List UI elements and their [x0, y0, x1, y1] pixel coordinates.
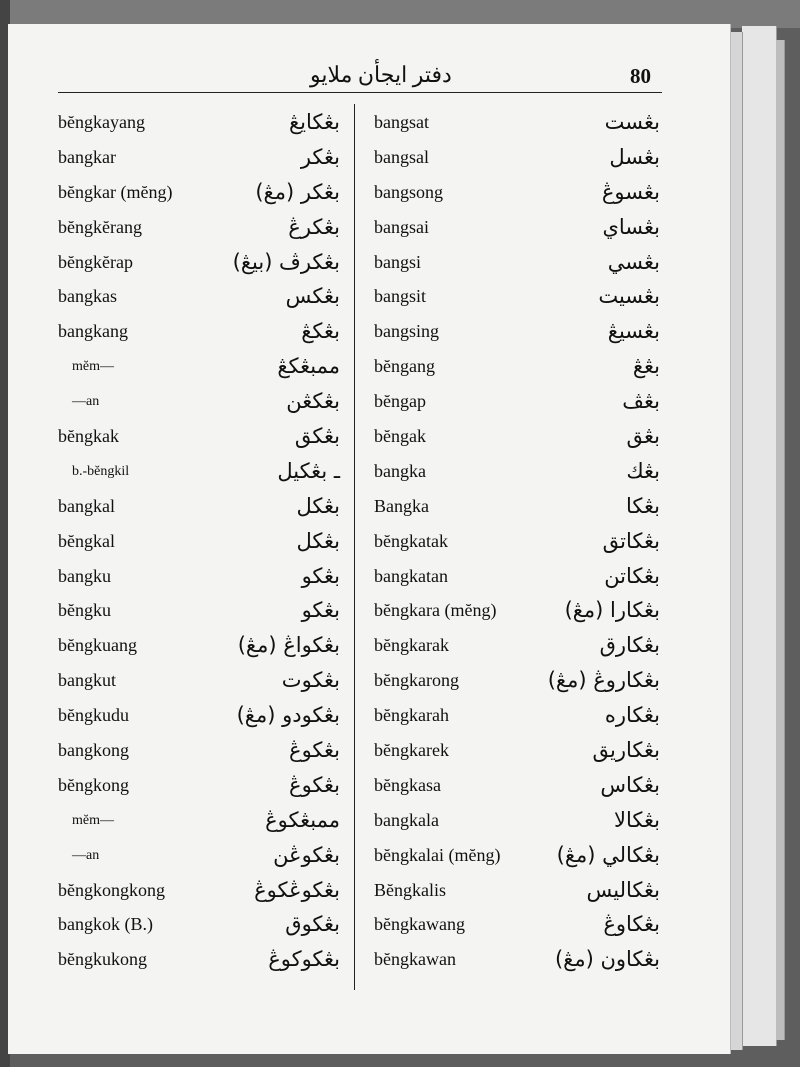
jawi-headword: بڠكاروڠ (مڠ): [547, 668, 660, 693]
dictionary-entry: [374, 420, 664, 455]
dictionary-entry: [374, 769, 664, 804]
dictionary-entry: [374, 246, 664, 281]
jawi-headword: بڠكاوڠ: [603, 912, 660, 937]
jawi-headword: بڠسوڠ: [601, 179, 660, 204]
jawi-headword: بڠكودو (مڠ): [236, 703, 340, 728]
jawi-headword: ممبڠكوڠ: [265, 807, 340, 832]
jawi-headword: بڠسي: [607, 249, 660, 274]
romanized-headword: bĕngkal: [58, 530, 115, 551]
romanized-headword: bĕngkalai (mĕng): [374, 844, 501, 865]
romanized-headword: bĕngkara (mĕng): [374, 600, 497, 621]
romanized-headword: bangsal: [374, 146, 429, 167]
romanized-headword: bangsong: [374, 181, 443, 202]
dictionary-entry: [58, 943, 348, 978]
romanized-headword: bangku: [58, 565, 111, 586]
page-edges-stack: [742, 26, 777, 1046]
dictionary-entry: [374, 490, 664, 525]
jawi-headword: ممبڠكڠ: [277, 354, 340, 379]
dictionary-entry: [374, 874, 664, 909]
dictionary-entry: [58, 106, 348, 141]
dictionary-entry: [58, 525, 348, 560]
romanized-headword: bangkala: [374, 809, 439, 830]
jawi-headword: بڠكرڤ (بيڠ): [232, 249, 340, 274]
romanized-headword: bangsit: [374, 286, 426, 307]
jawi-headword: بڠكوڠن: [273, 842, 340, 867]
dictionary-entry: [58, 490, 348, 525]
dictionary-entry: [58, 699, 348, 734]
romanized-headword: mĕm—: [72, 812, 114, 828]
dictionary-entry: [374, 943, 664, 978]
dictionary-entry: [374, 734, 664, 769]
dictionary-entry: [374, 455, 664, 490]
jawi-headword: بڠكل: [296, 528, 340, 553]
dictionary-entry: [58, 141, 348, 176]
jawi-headword: بڠكوكوڠ: [268, 947, 340, 972]
romanized-headword: bĕngkukong: [58, 949, 147, 970]
romanized-headword: bĕngkongkong: [58, 879, 165, 900]
romanized-headword: bĕngak: [374, 426, 426, 447]
dictionary-entry: [374, 280, 664, 315]
jawi-headword: بڠكاره: [604, 703, 660, 728]
right-column: [374, 106, 664, 978]
jawi-headword: بڠكاون (مڠ): [554, 947, 660, 972]
dictionary-entry: [58, 664, 348, 699]
romanized-headword: bĕngkasa: [374, 774, 441, 795]
page-edges-stack: [776, 40, 785, 1040]
romanized-headword: bĕngkĕrang: [58, 216, 142, 237]
romanized-headword: —an: [72, 847, 100, 863]
jawi-headword: بڠكڠ: [301, 319, 340, 344]
jawi-headword: بڠكو: [301, 563, 340, 588]
running-title: دفتر ايجأن ملايو: [310, 62, 452, 87]
romanized-headword: bangkong: [58, 740, 129, 761]
jawi-headword: بڠكالي (مڠ): [556, 842, 660, 867]
romanized-headword: bangkatan: [374, 565, 448, 586]
jawi-headword: بڠكاتق: [602, 528, 660, 553]
jawi-headword: بڠكو: [301, 598, 340, 623]
jawi-headword: بڠكارا (مڠ): [564, 598, 660, 623]
romanized-headword: bĕngkarah: [374, 705, 449, 726]
dictionary-entry: [58, 315, 348, 350]
jawi-headword: بڠكس: [285, 284, 340, 309]
jawi-headword: بڠكارق: [599, 633, 660, 658]
dictionary-entry: [374, 629, 664, 664]
jawi-headword: بڠكڠن: [286, 389, 340, 414]
jawi-headword: بڠكر: [300, 144, 340, 169]
romanized-headword: bĕngap: [374, 391, 426, 412]
dictionary-entry: [374, 106, 664, 141]
column-divider: [354, 104, 355, 990]
jawi-headword: بڠسيت: [598, 284, 660, 309]
romanized-headword: bangkut: [58, 670, 116, 691]
romanized-headword: Bĕngkalis: [374, 879, 446, 900]
dictionary-entry: [374, 839, 664, 874]
dictionary-entry: [58, 246, 348, 281]
romanized-headword: bĕngkar (mĕng): [58, 181, 173, 202]
romanized-headword: bĕngku: [58, 600, 111, 621]
romanized-headword: bĕngkudu: [58, 705, 129, 726]
romanized-headword: bangsai: [374, 216, 429, 237]
left-column: [58, 106, 348, 978]
romanized-headword: bangkar: [58, 146, 116, 167]
dictionary-entry: [58, 734, 348, 769]
jawi-headword: بڠكاس: [600, 772, 660, 797]
romanized-headword: mĕm—: [72, 359, 114, 375]
dictionary-page: [8, 24, 730, 1054]
jawi-headword: بڠكاريق: [592, 738, 660, 763]
dictionary-entry: [58, 908, 348, 943]
dictionary-entry: [58, 455, 348, 490]
romanized-headword: bĕngang: [374, 356, 435, 377]
dictionary-entry: [58, 350, 348, 385]
dictionary-entry: [374, 525, 664, 560]
romanized-headword: bangkang: [58, 321, 128, 342]
jawi-headword: بڠسيڠ: [607, 319, 660, 344]
jawi-headword: بڠكوڠ: [289, 738, 340, 763]
jawi-headword: بڠڤ: [622, 389, 660, 414]
dictionary-entry: [58, 769, 348, 804]
romanized-headword: bĕngkak: [58, 426, 119, 447]
jawi-headword: بڠساي: [602, 214, 660, 239]
dictionary-entry: [58, 839, 348, 874]
romanized-headword: bĕngkawang: [374, 914, 465, 935]
dictionary-entry: [58, 629, 348, 664]
romanized-headword: bangkas: [58, 286, 117, 307]
jawi-headword: بڠكايڠ: [289, 110, 340, 134]
dictionary-entry: [374, 211, 664, 246]
jawi-headword: بڠق: [626, 424, 660, 449]
dictionary-entry: [374, 699, 664, 734]
dictionary-entry: [374, 350, 664, 385]
romanized-headword: bĕngkawan: [374, 949, 456, 970]
jawi-headword: بڠكوڠ: [289, 772, 340, 797]
jawi-headword: بڠست: [604, 110, 660, 134]
page-number: 80: [630, 64, 651, 88]
romanized-headword: bangka: [374, 460, 426, 481]
jawi-headword: بڠكل: [296, 493, 340, 518]
romanized-headword: bangsat: [374, 112, 429, 132]
romanized-headword: bĕngkayang: [58, 112, 145, 132]
dictionary-entry: [58, 211, 348, 246]
romanized-headword: bĕngkarak: [374, 635, 449, 656]
dictionary-entry: [58, 420, 348, 455]
dictionary-entry: [58, 804, 348, 839]
jawi-headword: بڠڠ: [632, 354, 660, 379]
dictionary-entry: [374, 176, 664, 211]
dictionary-entry: [374, 664, 664, 699]
romanized-headword: bĕngkĕrap: [58, 251, 133, 272]
romanized-headword: bĕngkong: [58, 774, 129, 795]
dictionary-entry: [374, 141, 664, 176]
dictionary-entry: [374, 804, 664, 839]
romanized-headword: —an: [72, 394, 100, 410]
jawi-headword: بڠكر (مڠ): [255, 179, 340, 204]
dictionary-entry: [374, 560, 664, 595]
romanized-headword: bangkok (B.): [58, 914, 153, 935]
jawi-headword: بڠكوڠكوڠ: [254, 877, 340, 902]
jawi-headword: بڠكوت: [281, 668, 340, 693]
jawi-headword: بڠكوق: [285, 912, 340, 937]
dictionary-entry: [374, 315, 664, 350]
dictionary-entry: [374, 594, 664, 629]
romanized-headword: bĕngkarong: [374, 670, 459, 691]
jawi-headword: بڠك: [626, 458, 660, 483]
jawi-headword: ـ بڠكيل: [277, 458, 340, 483]
jawi-headword: بڠكق: [294, 424, 340, 449]
dictionary-entry: [58, 176, 348, 211]
jawi-headword: بڠكواڠ (مڠ): [237, 633, 340, 658]
dictionary-entry: [58, 280, 348, 315]
header-rule: [58, 92, 662, 93]
dictionary-entry: [374, 385, 664, 420]
romanized-headword: bĕngkuang: [58, 635, 137, 656]
page-header: [60, 56, 666, 96]
romanized-headword: Bangka: [374, 495, 429, 516]
dictionary-entry: [58, 874, 348, 909]
page-edges-stack: [730, 32, 743, 1050]
dictionary-entry: [374, 908, 664, 943]
jawi-headword: بڠكالا: [614, 807, 660, 832]
romanized-headword: bangkal: [58, 495, 115, 516]
jawi-headword: بڠسل: [609, 144, 660, 169]
romanized-headword: bangsing: [374, 321, 439, 342]
dictionary-entry: [58, 594, 348, 629]
jawi-headword: بڠكرڠ: [288, 214, 340, 239]
romanized-headword: bĕngkatak: [374, 530, 448, 551]
romanized-headword: bangsi: [374, 251, 421, 272]
jawi-headword: بڠكا: [626, 493, 660, 518]
jawi-headword: بڠكاتن: [604, 563, 660, 588]
romanized-headword: b.-bĕngkil: [72, 463, 130, 479]
dictionary-entry: [58, 560, 348, 595]
dictionary-entry: [58, 385, 348, 420]
romanized-headword: bĕngkarek: [374, 740, 449, 761]
jawi-headword: بڠكاليس: [586, 877, 660, 902]
